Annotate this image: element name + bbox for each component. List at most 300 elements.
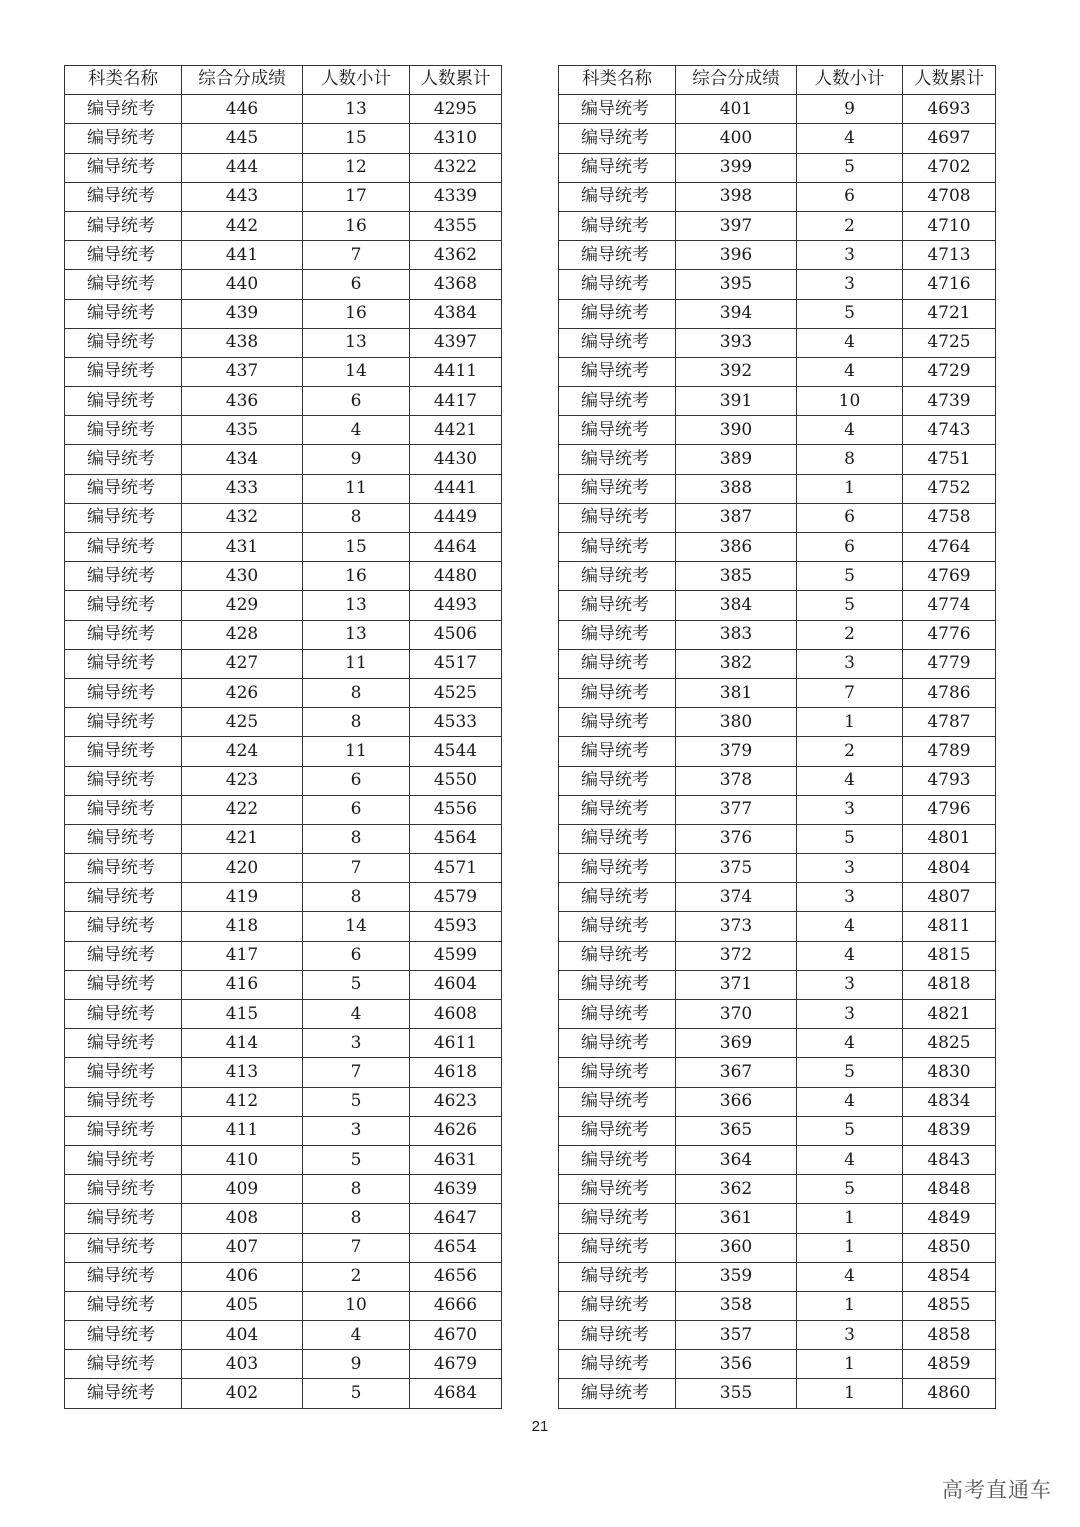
- score-table-right: [558, 65, 996, 1409]
- score-cell: 389: [676, 445, 797, 474]
- score-cell: 445: [182, 124, 303, 153]
- score-cell: 424: [182, 737, 303, 766]
- count-cell: 7: [797, 678, 903, 707]
- cumulative-cell: 4679: [410, 1350, 502, 1379]
- category-cell: 编导统考: [65, 533, 182, 562]
- count-cell: 2: [303, 1262, 410, 1291]
- score-cell: 390: [676, 416, 797, 445]
- cumulative-cell: 4789: [903, 737, 996, 766]
- table-body-left: [65, 95, 502, 1408]
- cumulative-cell: 4608: [410, 1000, 502, 1029]
- score-cell: 412: [182, 1087, 303, 1116]
- table-header-row: [559, 66, 996, 95]
- table-row: [559, 941, 996, 970]
- cumulative-cell: 4713: [903, 241, 996, 270]
- category-cell: 编导统考: [65, 387, 182, 416]
- count-cell: 6: [797, 182, 903, 211]
- cumulative-cell: 4751: [903, 445, 996, 474]
- count-cell: 7: [303, 241, 410, 270]
- cumulative-cell: 4493: [410, 591, 502, 620]
- score-cell: 377: [676, 795, 797, 824]
- cumulative-cell: 4818: [903, 970, 996, 999]
- header-cumulative: 人数累计: [903, 66, 996, 95]
- table-row: [65, 1350, 502, 1379]
- category-cell: 编导统考: [559, 474, 676, 503]
- table-row: [65, 1291, 502, 1320]
- count-cell: 4: [797, 1262, 903, 1291]
- cumulative-cell: 4355: [410, 211, 502, 240]
- cumulative-cell: 4544: [410, 737, 502, 766]
- table-row: [559, 299, 996, 328]
- table-row: [65, 1000, 502, 1029]
- cumulative-cell: 4441: [410, 474, 502, 503]
- count-cell: 8: [303, 503, 410, 532]
- category-cell: 编导统考: [559, 1379, 676, 1408]
- category-cell: 编导统考: [559, 1291, 676, 1320]
- cumulative-cell: 4843: [903, 1145, 996, 1174]
- table-row: [559, 1029, 996, 1058]
- table-row: [559, 328, 996, 357]
- cumulative-cell: 4604: [410, 970, 502, 999]
- category-cell: 编导统考: [65, 941, 182, 970]
- table-row: [65, 211, 502, 240]
- cumulative-cell: 4849: [903, 1204, 996, 1233]
- cumulative-cell: 4599: [410, 941, 502, 970]
- count-cell: 4: [303, 416, 410, 445]
- cumulative-cell: 4779: [903, 649, 996, 678]
- cumulative-cell: 4322: [410, 153, 502, 182]
- cumulative-cell: 4830: [903, 1058, 996, 1087]
- count-cell: 9: [303, 445, 410, 474]
- category-cell: 编导统考: [65, 678, 182, 707]
- table-row: [559, 883, 996, 912]
- count-cell: 3: [797, 1000, 903, 1029]
- cumulative-cell: 4693: [903, 95, 996, 124]
- cumulative-cell: 4739: [903, 387, 996, 416]
- category-cell: 编导统考: [559, 153, 676, 182]
- count-cell: 5: [797, 591, 903, 620]
- count-cell: 8: [303, 678, 410, 707]
- category-cell: 编导统考: [65, 1175, 182, 1204]
- category-cell: 编导统考: [559, 387, 676, 416]
- score-cell: 362: [676, 1175, 797, 1204]
- category-cell: 编导统考: [65, 474, 182, 503]
- count-cell: 11: [303, 737, 410, 766]
- cumulative-cell: 4684: [410, 1379, 502, 1408]
- count-cell: 11: [303, 474, 410, 503]
- category-cell: 编导统考: [559, 1087, 676, 1116]
- cumulative-cell: 4787: [903, 708, 996, 737]
- score-cell: 373: [676, 912, 797, 941]
- cumulative-cell: 4815: [903, 941, 996, 970]
- header-count: 人数小计: [303, 66, 410, 95]
- score-cell: 355: [676, 1379, 797, 1408]
- category-cell: 编导统考: [65, 1116, 182, 1145]
- cumulative-cell: 4506: [410, 620, 502, 649]
- count-cell: 3: [797, 649, 903, 678]
- count-cell: 4: [797, 124, 903, 153]
- cumulative-cell: 4564: [410, 824, 502, 853]
- table-row: [65, 1379, 502, 1408]
- category-cell: 编导统考: [559, 912, 676, 941]
- score-cell: 437: [182, 357, 303, 386]
- table-row: [65, 766, 502, 795]
- table-row: [559, 766, 996, 795]
- table-row: [559, 533, 996, 562]
- watermark: 高考直通车: [942, 1478, 1052, 1502]
- cumulative-cell: 4384: [410, 299, 502, 328]
- cumulative-cell: 4430: [410, 445, 502, 474]
- count-cell: 3: [797, 270, 903, 299]
- header-category: 科类名称: [559, 66, 676, 95]
- table-row: [559, 1116, 996, 1145]
- count-cell: 8: [303, 1204, 410, 1233]
- category-cell: 编导统考: [559, 241, 676, 270]
- category-cell: 编导统考: [559, 854, 676, 883]
- category-cell: 编导统考: [559, 357, 676, 386]
- count-cell: 2: [797, 211, 903, 240]
- table-row: [559, 737, 996, 766]
- category-cell: 编导统考: [559, 124, 676, 153]
- category-cell: 编导统考: [65, 211, 182, 240]
- cumulative-cell: 4858: [903, 1321, 996, 1350]
- category-cell: 编导统考: [559, 1000, 676, 1029]
- category-cell: 编导统考: [559, 270, 676, 299]
- count-cell: 8: [303, 1175, 410, 1204]
- count-cell: 13: [303, 620, 410, 649]
- header-score: 综合分成绩: [182, 66, 303, 95]
- count-cell: 1: [797, 1233, 903, 1262]
- category-cell: 编导统考: [65, 270, 182, 299]
- score-cell: 384: [676, 591, 797, 620]
- table-row: [65, 1204, 502, 1233]
- score-cell: 379: [676, 737, 797, 766]
- score-cell: 443: [182, 182, 303, 211]
- count-cell: 5: [797, 1175, 903, 1204]
- table-row: [559, 445, 996, 474]
- score-cell: 399: [676, 153, 797, 182]
- category-cell: 编导统考: [65, 95, 182, 124]
- table-row: [559, 912, 996, 941]
- category-cell: 编导统考: [65, 1233, 182, 1262]
- score-cell: 434: [182, 445, 303, 474]
- count-cell: 3: [797, 970, 903, 999]
- table-row: [65, 503, 502, 532]
- header-count: 人数小计: [797, 66, 903, 95]
- cumulative-cell: 4295: [410, 95, 502, 124]
- category-cell: 编导统考: [65, 1029, 182, 1058]
- cumulative-cell: 4793: [903, 766, 996, 795]
- count-cell: 13: [303, 591, 410, 620]
- count-cell: 3: [303, 1029, 410, 1058]
- category-cell: 编导统考: [559, 1029, 676, 1058]
- table-row: [65, 124, 502, 153]
- count-cell: 12: [303, 153, 410, 182]
- count-cell: 4: [797, 912, 903, 941]
- category-cell: 编导统考: [65, 328, 182, 357]
- category-cell: 编导统考: [559, 1233, 676, 1262]
- cumulative-cell: 4850: [903, 1233, 996, 1262]
- category-cell: 编导统考: [65, 153, 182, 182]
- category-cell: 编导统考: [559, 1204, 676, 1233]
- count-cell: 6: [303, 941, 410, 970]
- count-cell: 4: [797, 766, 903, 795]
- score-cell: 400: [676, 124, 797, 153]
- table-row: [65, 270, 502, 299]
- cumulative-cell: 4752: [903, 474, 996, 503]
- category-cell: 编导统考: [559, 328, 676, 357]
- cumulative-cell: 4593: [410, 912, 502, 941]
- score-cell: 366: [676, 1087, 797, 1116]
- score-cell: 388: [676, 474, 797, 503]
- score-cell: 386: [676, 533, 797, 562]
- score-cell: 410: [182, 1145, 303, 1174]
- category-cell: 编导统考: [65, 1145, 182, 1174]
- table-row: [559, 1087, 996, 1116]
- category-cell: 编导统考: [65, 591, 182, 620]
- table-row: [65, 912, 502, 941]
- count-cell: 6: [797, 503, 903, 532]
- cumulative-cell: 4339: [410, 182, 502, 211]
- category-cell: 编导统考: [559, 678, 676, 707]
- table-row: [559, 678, 996, 707]
- table-row: [65, 854, 502, 883]
- score-cell: 372: [676, 941, 797, 970]
- count-cell: 6: [797, 533, 903, 562]
- category-cell: 编导统考: [559, 445, 676, 474]
- category-cell: 编导统考: [559, 824, 676, 853]
- table-row: [559, 562, 996, 591]
- score-cell: 398: [676, 182, 797, 211]
- cumulative-cell: 4362: [410, 241, 502, 270]
- cumulative-cell: 4848: [903, 1175, 996, 1204]
- cumulative-cell: 4618: [410, 1058, 502, 1087]
- table-row: [559, 1204, 996, 1233]
- count-cell: 13: [303, 95, 410, 124]
- table-row: [65, 620, 502, 649]
- table-row: [559, 1058, 996, 1087]
- table-row: [65, 1175, 502, 1204]
- category-cell: 编导统考: [65, 1291, 182, 1320]
- table-row: [65, 708, 502, 737]
- count-cell: 6: [303, 270, 410, 299]
- cumulative-cell: 4550: [410, 766, 502, 795]
- category-cell: 编导统考: [65, 562, 182, 591]
- cumulative-cell: 4533: [410, 708, 502, 737]
- score-cell: 381: [676, 678, 797, 707]
- count-cell: 13: [303, 328, 410, 357]
- score-cell: 420: [182, 854, 303, 883]
- score-cell: 365: [676, 1116, 797, 1145]
- category-cell: 编导统考: [65, 824, 182, 853]
- category-cell: 编导统考: [559, 1116, 676, 1145]
- category-cell: 编导统考: [559, 766, 676, 795]
- score-cell: 442: [182, 211, 303, 240]
- category-cell: 编导统考: [65, 182, 182, 211]
- count-cell: 5: [303, 970, 410, 999]
- table-row: [559, 387, 996, 416]
- score-cell: 359: [676, 1262, 797, 1291]
- table-row: [559, 270, 996, 299]
- cumulative-cell: 4517: [410, 649, 502, 678]
- category-cell: 编导统考: [559, 95, 676, 124]
- table-row: [559, 1379, 996, 1408]
- count-cell: 6: [303, 766, 410, 795]
- category-cell: 编导统考: [65, 1321, 182, 1350]
- count-cell: 2: [797, 737, 903, 766]
- count-cell: 14: [303, 357, 410, 386]
- category-cell: 编导统考: [559, 970, 676, 999]
- cumulative-cell: 4834: [903, 1087, 996, 1116]
- score-cell: 370: [676, 1000, 797, 1029]
- score-cell: 409: [182, 1175, 303, 1204]
- count-cell: 8: [303, 883, 410, 912]
- table-row: [65, 299, 502, 328]
- score-cell: 414: [182, 1029, 303, 1058]
- score-cell: 416: [182, 970, 303, 999]
- table-row: [559, 95, 996, 124]
- score-cell: 427: [182, 649, 303, 678]
- count-cell: 4: [797, 357, 903, 386]
- category-cell: 编导统考: [65, 620, 182, 649]
- count-cell: 17: [303, 182, 410, 211]
- table-row: [65, 883, 502, 912]
- category-cell: 编导统考: [65, 1058, 182, 1087]
- table-row: [559, 474, 996, 503]
- table-row: [65, 824, 502, 853]
- table-row: [65, 416, 502, 445]
- table-row: [559, 182, 996, 211]
- category-cell: 编导统考: [65, 1204, 182, 1233]
- category-cell: 编导统考: [559, 1262, 676, 1291]
- cumulative-cell: 4721: [903, 299, 996, 328]
- score-cell: 392: [676, 357, 797, 386]
- category-cell: 编导统考: [65, 970, 182, 999]
- table-row: [65, 1262, 502, 1291]
- table-row: [559, 503, 996, 532]
- category-cell: 编导统考: [559, 533, 676, 562]
- count-cell: 16: [303, 562, 410, 591]
- cumulative-cell: 4639: [410, 1175, 502, 1204]
- category-cell: 编导统考: [65, 737, 182, 766]
- table-row: [65, 1058, 502, 1087]
- category-cell: 编导统考: [65, 1262, 182, 1291]
- count-cell: 5: [797, 1058, 903, 1087]
- table-row: [559, 708, 996, 737]
- table-row: [559, 649, 996, 678]
- score-cell: 395: [676, 270, 797, 299]
- count-cell: 3: [797, 795, 903, 824]
- category-cell: 编导统考: [559, 883, 676, 912]
- category-cell: 编导统考: [65, 912, 182, 941]
- category-cell: 编导统考: [559, 649, 676, 678]
- count-cell: 7: [303, 1233, 410, 1262]
- count-cell: 16: [303, 211, 410, 240]
- category-cell: 编导统考: [65, 795, 182, 824]
- score-cell: 385: [676, 562, 797, 591]
- cumulative-cell: 4417: [410, 387, 502, 416]
- count-cell: 7: [303, 854, 410, 883]
- score-cell: 364: [676, 1145, 797, 1174]
- cumulative-cell: 4623: [410, 1087, 502, 1116]
- table-row: [559, 1350, 996, 1379]
- table-row: [65, 591, 502, 620]
- count-cell: 8: [797, 445, 903, 474]
- score-cell: 440: [182, 270, 303, 299]
- count-cell: 5: [303, 1087, 410, 1116]
- table-row: [559, 153, 996, 182]
- score-cell: 428: [182, 620, 303, 649]
- cumulative-cell: 4571: [410, 854, 502, 883]
- count-cell: 1: [797, 1204, 903, 1233]
- cumulative-cell: 4729: [903, 357, 996, 386]
- table-row: [65, 1087, 502, 1116]
- category-cell: 编导统考: [65, 1379, 182, 1408]
- table-row: [559, 1145, 996, 1174]
- table-row: [559, 1291, 996, 1320]
- cumulative-cell: 4480: [410, 562, 502, 591]
- category-cell: 编导统考: [65, 854, 182, 883]
- category-cell: 编导统考: [559, 708, 676, 737]
- cumulative-cell: 4631: [410, 1145, 502, 1174]
- score-cell: 397: [676, 211, 797, 240]
- score-cell: 391: [676, 387, 797, 416]
- score-cell: 360: [676, 1233, 797, 1262]
- category-cell: 编导统考: [559, 1321, 676, 1350]
- count-cell: 16: [303, 299, 410, 328]
- score-cell: 426: [182, 678, 303, 707]
- score-cell: 430: [182, 562, 303, 591]
- score-cell: 361: [676, 1204, 797, 1233]
- count-cell: 5: [797, 299, 903, 328]
- page-number: 21: [531, 1418, 549, 1435]
- table-row: [559, 124, 996, 153]
- table-row: [65, 357, 502, 386]
- category-cell: 编导统考: [559, 299, 676, 328]
- count-cell: 10: [303, 1291, 410, 1320]
- table-row: [559, 416, 996, 445]
- category-cell: 编导统考: [559, 562, 676, 591]
- cumulative-cell: 4647: [410, 1204, 502, 1233]
- count-cell: 4: [797, 1029, 903, 1058]
- table-row: [65, 970, 502, 999]
- count-cell: 7: [303, 1058, 410, 1087]
- header-cumulative: 人数累计: [410, 66, 502, 95]
- count-cell: 1: [797, 1291, 903, 1320]
- table-row: [559, 1000, 996, 1029]
- table-row: [559, 241, 996, 270]
- category-cell: 编导统考: [559, 1350, 676, 1379]
- category-cell: 编导统考: [65, 883, 182, 912]
- category-cell: 编导统考: [65, 1000, 182, 1029]
- score-table-left: [64, 65, 502, 1409]
- cumulative-cell: 4859: [903, 1350, 996, 1379]
- table-row: [65, 445, 502, 474]
- score-cell: 419: [182, 883, 303, 912]
- table-row: [559, 1321, 996, 1350]
- table-row: [65, 95, 502, 124]
- category-cell: 编导统考: [65, 503, 182, 532]
- count-cell: 9: [303, 1350, 410, 1379]
- count-cell: 11: [303, 649, 410, 678]
- table-row: [65, 737, 502, 766]
- table-header-row: [65, 66, 502, 95]
- score-cell: 382: [676, 649, 797, 678]
- score-cell: 405: [182, 1291, 303, 1320]
- count-cell: 5: [303, 1379, 410, 1408]
- cumulative-cell: 4697: [903, 124, 996, 153]
- category-cell: 编导统考: [65, 299, 182, 328]
